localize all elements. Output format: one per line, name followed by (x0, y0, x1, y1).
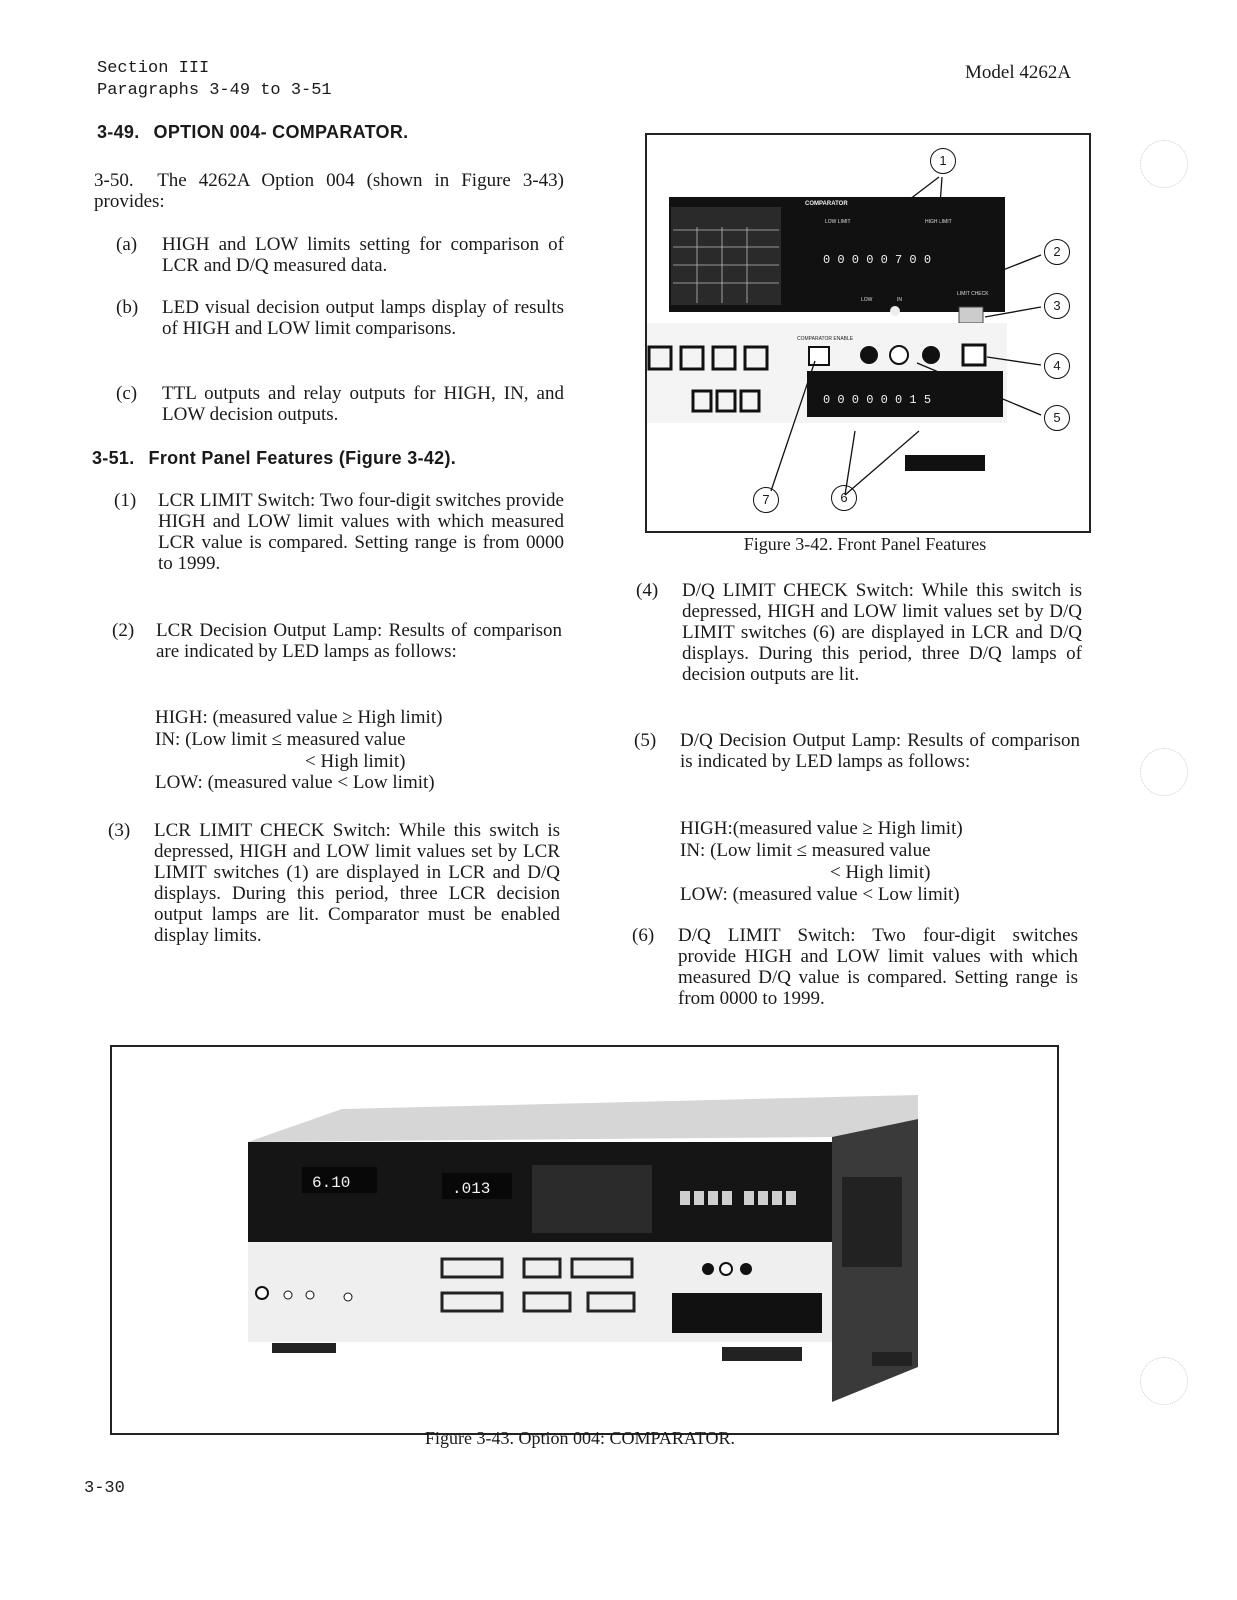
callout-5: 5 (1044, 405, 1070, 431)
lcr-cond-in: IN: (Low limit ≤ measured value (155, 729, 406, 750)
limit-thumbwheel-digits: 0 0 0 0 0 7 0 0 (823, 253, 932, 267)
lcr-cond-in-cont: < High limit) (305, 751, 406, 772)
dq-thumbwheel-digits: 0 0 0 0 0 0 1 5 (823, 393, 932, 407)
callout-6: 6 (831, 485, 857, 511)
binder-hole-middle (1140, 748, 1188, 796)
list-text: TTL outputs and relay outputs for HIGH, IN, and LOW decision outputs. (162, 383, 564, 425)
dq-display-value: .013 (452, 1180, 491, 1198)
panel-enable-label: COMPARATOR ENABLE (797, 336, 854, 342)
lcr-display-value: 6.10 (312, 1174, 351, 1192)
item-label: (1) (114, 490, 137, 511)
dq-limit-check-switch (963, 345, 985, 365)
panel-in-lamp-label: IN (897, 297, 902, 303)
panel-comparator-label: COMPARATOR (805, 201, 848, 207)
feature-item-1 (114, 490, 564, 600)
dq-cond-in: IN: (Low limit ≤ measured value (680, 840, 931, 861)
model-label: Model 4262A (965, 62, 1072, 83)
callout-2: 2 (1044, 239, 1070, 265)
paragraph-text: The 4262A Option 004 (shown in Figure 3-43) provides: (94, 170, 564, 212)
section-heading-349 (97, 122, 408, 143)
lcr-cond-low: LOW: (measured value < Low limit) (155, 772, 435, 793)
callout-1: 1 (930, 148, 956, 174)
panel-high-limit-label: HIGH LIMIT (925, 219, 952, 225)
side-vent (842, 1177, 902, 1267)
front-foot-right (722, 1347, 802, 1361)
dq-low-lamp (860, 346, 878, 364)
range-table (671, 207, 781, 305)
paragraph-number: 3-50. (94, 170, 134, 191)
lcr-limit-check-switch (959, 307, 983, 323)
feature-item-2 (112, 620, 562, 686)
dq-in-lamp (890, 346, 908, 364)
list-item-a (116, 234, 564, 280)
range-indicator-grid (532, 1165, 652, 1233)
dq-high-lamp (922, 346, 940, 364)
feature-item-6 (632, 925, 1078, 1035)
photo-low-lamp (702, 1263, 714, 1275)
list-label: (a) (116, 234, 138, 255)
heading-number: 3-49. (97, 122, 140, 142)
panel-low-limit-label: LOW LIMIT (825, 219, 851, 225)
item-label: (6) (632, 925, 655, 946)
figure-3-42-caption: Figure 3-42. Front Panel Features (743, 534, 987, 554)
item-text: D/Q LIMIT Switch: Two four-digit switches provide HIGH and LOW limit values with which measured D/Q value is compared. Setting range is from 0000 to 1999. (678, 925, 1078, 1009)
figure-3-42 (645, 133, 1091, 533)
photo-high-lamp (740, 1263, 752, 1275)
list-label: (b) (116, 297, 139, 318)
lcr-in-lamp (890, 306, 900, 316)
heading-number: 3-51. (92, 448, 135, 468)
heading-title: OPTION 004- COMPARATOR. (153, 122, 409, 142)
list-text: LED visual decision output lamps display of results of HIGH and LOW limit comparisons. (162, 297, 564, 339)
dq-cond-low: LOW: (measured value < Low limit) (680, 884, 960, 905)
list-item-c (116, 383, 564, 429)
item-label: (3) (108, 820, 131, 841)
panel-low-lamp-label: LOW (861, 297, 873, 303)
front-panel-illustration (647, 135, 1089, 531)
comparator-enable-switch (809, 347, 829, 365)
figure-3-43 (110, 1045, 1059, 1435)
item-text: D/Q Decision Output Lamp: Results of comparison is indicated by LED lamps as follows: (680, 730, 1080, 772)
side-foot (872, 1352, 912, 1366)
photo-in-lamp (720, 1263, 732, 1275)
item-text: D/Q LIMIT CHECK Switch: While this switch is depressed, HIGH and LOW limit values set by D/Q LIMIT switches (6) are displayed in LCR and D/Q displays. During this period, three D/Q lamps of decision outputs are lit. (682, 580, 1082, 685)
item-label: (2) (112, 620, 135, 641)
callout-4: 4 (1044, 353, 1070, 379)
front-foot-left (272, 1343, 336, 1353)
photo-dq-limit-panel (672, 1293, 822, 1333)
feature-item-3 (108, 820, 560, 980)
instrument-top (248, 1095, 918, 1142)
paragraph-350 (94, 170, 564, 212)
binder-hole-bottom (1140, 1357, 1188, 1405)
callout-7: 7 (753, 487, 779, 513)
item-label: (5) (634, 730, 657, 751)
figure-3-43-caption: Figure 3-43. Option 004: COMPARATOR. (424, 1428, 736, 1448)
dq-cond-high: HIGH:(measured value ≥ High limit) (680, 818, 963, 839)
item-label: (4) (636, 580, 659, 601)
item-text: LCR Decision Output Lamp: Results of comparison are indicated by LED lamps as follows: (156, 620, 562, 662)
section-label: Section III (97, 59, 210, 78)
heading-title: Front Panel Features (Figure 3-42). (148, 448, 457, 468)
item-text: LCR LIMIT Switch: Two four-digit switches provide HIGH and LOW limit values with which measured LCR value is compared. Setting range is from 0000 to 1999. (158, 490, 564, 574)
panel-limit-check-label: LIMIT CHECK (957, 291, 989, 297)
instrument-photo (112, 1047, 1057, 1433)
lcr-cond-high: HIGH: (measured value ≥ High limit) (155, 707, 443, 728)
list-text: HIGH and LOW limits setting for comparison of LCR and D/Q measured data. (162, 234, 564, 276)
page-number: 3-30 (84, 1479, 125, 1498)
dq-cond-in-cont: < High limit) (830, 862, 931, 883)
paragraph-range: Paragraphs 3-49 to 3-51 (97, 81, 332, 100)
feature-item-4 (636, 580, 1082, 690)
instrument-foot (905, 455, 985, 471)
section-heading-351 (92, 448, 456, 469)
callout-3: 3 (1044, 293, 1070, 319)
list-item-b (116, 297, 564, 363)
feature-item-5 (634, 730, 1080, 796)
item-text: LCR LIMIT CHECK Switch: While this switch is depressed, HIGH and LOW limit values set by LCR LIMIT switches (1) are displayed in LCR and D/Q displays. During this period, three LCR decision output lamps are lit. Comparator must be enabled display limits. (154, 820, 560, 946)
binder-hole-top (1140, 140, 1188, 188)
list-label: (c) (116, 383, 138, 404)
